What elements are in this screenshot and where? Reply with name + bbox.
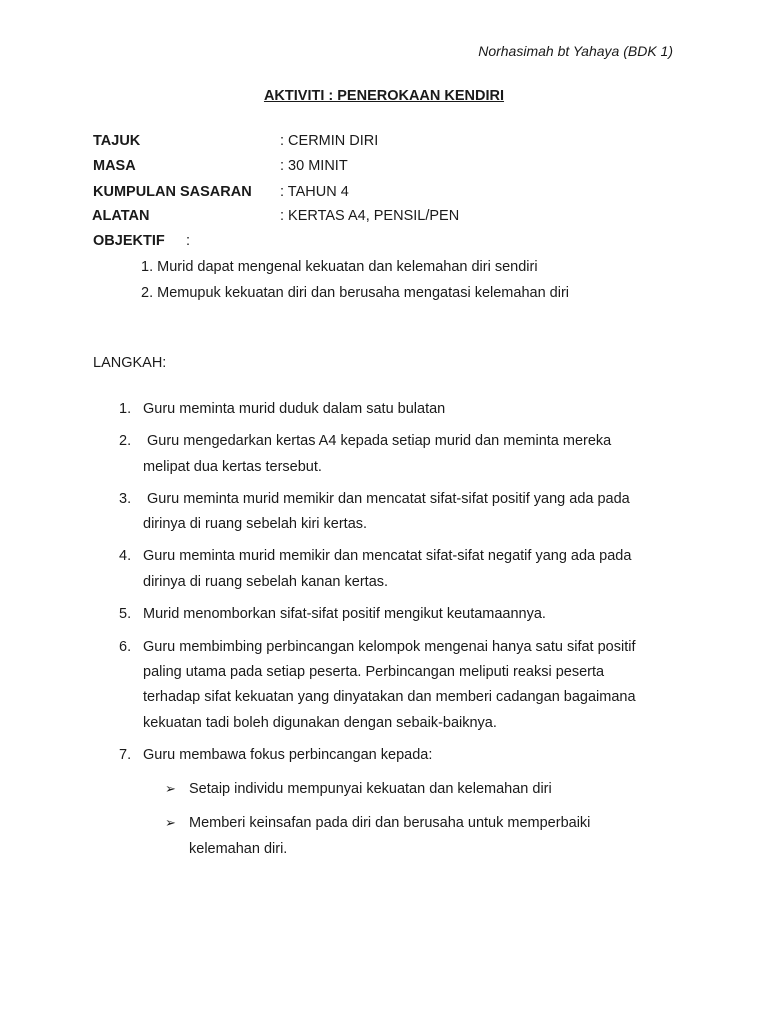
arrow-bullet-icon: ➢ <box>165 781 176 796</box>
step-text: Guru mengedarkan kertas A4 kepada setiap murid dan meminta mereka <box>147 433 612 449</box>
objektif-item: 1. Murid dapat mengenal kekuatan dan kelemahan diri sendiri <box>141 259 538 275</box>
arrow-bullet-icon: ➢ <box>165 815 176 830</box>
langkah-heading: LANGKAH: <box>93 355 167 371</box>
step-text: paling utama pada setiap peserta. Perbincangan meliputi reaksi peserta <box>143 664 605 680</box>
step-number: 7. <box>119 747 132 763</box>
field-value-masa: : 30 MINIT <box>280 158 348 174</box>
step-text: Guru membimbing perbincangan kelompok mengenai hanya satu sifat positif <box>143 639 636 655</box>
step-number: 6. <box>119 639 132 655</box>
bullet-text: Memberi keinsafan pada diri dan berusaha untuk memperbaiki <box>189 815 591 831</box>
bullet-text: kelemahan diri. <box>189 841 288 857</box>
step-text: Guru meminta murid duduk dalam satu bulatan <box>143 401 446 417</box>
field-label-masa: MASA <box>93 158 136 174</box>
field-label-kumpulan-sasaran: KUMPULAN SASARAN <box>93 184 252 200</box>
field-value-alatan: : KERTAS A4, PENSIL/PEN <box>280 208 460 224</box>
field-value-kumpulan-sasaran: : TAHUN 4 <box>280 184 349 200</box>
field-label-tajuk: TAJUK <box>93 133 141 149</box>
step-number: 3. <box>119 491 132 507</box>
field-label-alatan: ALATAN <box>92 208 150 224</box>
step-text: kekuatan tadi boleh digunakan dengan sebaik-baiknya. <box>143 715 497 731</box>
step-text: Guru membawa fokus perbincangan kepada: <box>143 747 433 763</box>
step-number: 2. <box>119 433 132 449</box>
step-text: terhadap sifat kekuatan yang dinyatakan dan memberi cadangan bagaimana <box>143 689 636 705</box>
objektif-label: OBJEKTIF <box>93 233 165 249</box>
step-number: 1. <box>119 401 132 417</box>
document-title: AKTIVITI : PENEROKAAN KENDIRI <box>263 88 505 104</box>
step-number: 5. <box>119 606 132 622</box>
objektif-colon: : <box>186 233 191 249</box>
step-text: Guru meminta murid memikir dan mencatat sifat-sifat positif yang ada pada <box>147 491 630 507</box>
field-value-tajuk: : CERMIN DIRI <box>280 133 379 149</box>
bullet-text: Setaip individu mempunyai kekuatan dan kelemahan diri <box>189 781 552 797</box>
objektif-item: 2. Memupuk kekuatan diri dan berusaha mengatasi kelemahan diri <box>141 285 569 301</box>
step-text: Murid menomborkan sifat-sifat positif mengikut keutamaannya. <box>143 606 546 622</box>
step-number: 4. <box>119 548 132 564</box>
step-text: dirinya di ruang sebelah kanan kertas. <box>143 574 389 590</box>
author-name: Norhasimah bt Yahaya (BDK 1) <box>478 43 673 59</box>
step-text: melipat dua kertas tersebut. <box>143 459 322 475</box>
step-text: dirinya di ruang sebelah kiri kertas. <box>143 516 368 532</box>
step-text: Guru meminta murid memikir dan mencatat sifat-sifat negatif yang ada pada <box>143 548 632 564</box>
